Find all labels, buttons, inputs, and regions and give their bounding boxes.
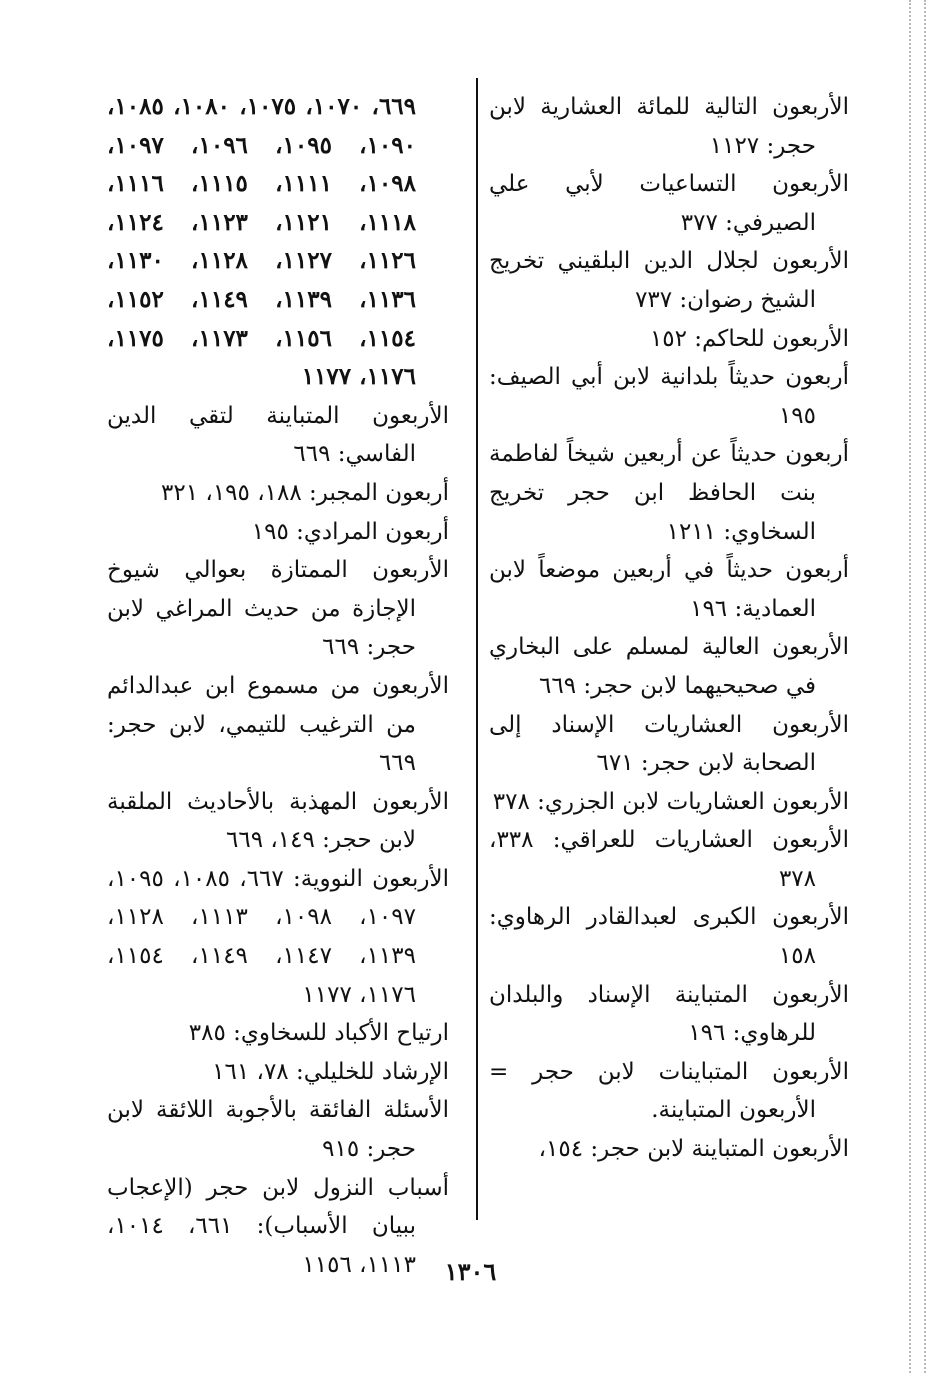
index-entry: أسباب النزول لابن حجر (الإعجاب ببيان الأسباب): ٦٦١، ١٠١٤، ١١١٣، ١١٥٦ [107,1174,449,1278]
index-entry: أربعون حديثاً عن أربعين شيخاً لفاطمة بنت الحافظ ابن حجر تخريج السخاوي: ١٢١١ [489,441,849,545]
page-number: ١٣٠٦ [444,1257,497,1286]
index-entry: أربعون المجبر: ١٨٨، ١٩٥، ٣٢١ [161,479,449,506]
index-entry: الأربعون العالية لمسلم على البخاري في صحيحيهما لابن حجر: ٦٦٩ [489,634,849,699]
continuation-page-numbers: ٦٦٩، ١٠٧٠، ١٠٧٥، ١٠٨٠، ١٠٨٥، ١٠٩٠، ١٠٩٥، ١٠٩٦، ١٠٩٧، ١٠٩٨، ١١١١، ١١١٥، ١١١٦، ١١١٨، ١١٢١، ١١٢٣، ١١٢٤، ١١٢٦، ١١٢٧، ١١٢٨، ١١٣٠، ١١٣٦، ١١٣٩، ١١٤٩، ١١٥٢، ١١٥٤، ١١٥٦، ١١٧٣، ١١٧٥، ١١٧٦، ١١٧٧ [107,93,416,391]
index-entry: الأربعون التساعيات لأبي علي الصيرفي: ٣٧٧ [489,171,849,236]
index-entry: الأربعون العشاريات لابن الجزري: ٣٧٨ [492,788,849,815]
index-entry: الأربعون المتباينة لابن حجر: ١٥٤، [538,1136,849,1163]
right-column [489,88,849,1169]
index-entry: الأسئلة الفائقة بالأجوبة اللائقة لابن حجر: ٩١٥ [107,1097,449,1163]
column-divider [476,78,478,1220]
index-entry: الأربعون التالية للمائة العشارية لابن حجر: ١١٢٧ [489,94,849,159]
index-entry: الأربعون الممتازة بعوالي شيوخ الإجازة من حديث المراغي لابن حجر: ٦٦٩ [107,557,449,661]
index-entry: أربعون المرادي: ١٩٥ [251,518,449,545]
index-entry: الأربعون المتباينات لابن حجر = الأربعون المتباينة. [489,1058,849,1124]
edge-dots-right [909,0,911,1373]
index-entry: الأربعون للحاكم: ١٥٢ [649,325,849,352]
index-entry: أربعون حديثاً في أربعين موضعاً لابن العمادية: ١٩٦ [489,557,849,622]
index-entry: الأربعون المتباينة لتقي الدين الفاسي: ٦٦٩ [107,402,449,468]
index-entry: الإرشاد للخليلي: ٧٨، ١٦١ [212,1058,449,1085]
index-entry: الأربعون لجلال الدين البلقيني تخريج الشيخ رضوان: ٧٣٧ [489,248,849,313]
index-entry: الأربعون العشاريات الإسناد إلى الصحابة لابن حجر: ٦٧١ [489,711,849,777]
edge-dots-right-outer [924,0,926,1373]
index-entry: الأربعون من مسموع ابن عبدالدائم من الترغيب للتيمي، لابن حجر: ٦٦٩ [107,672,449,777]
index-entry: الأربعون المتباينة الإسناد والبلدان للرهاوي: ١٩٦ [489,981,849,1047]
index-entry: الأربعون المهذبة بالأحاديث الملقبة لابن حجر: ١٤٩، ٦٦٩ [107,788,449,854]
index-entry: الأربعون الكبرى لعبدالقادر الرهاوي: ١٥٨ [489,904,849,970]
index-entry: الأربعون النووية: ٦٦٧، ١٠٨٥، ١٠٩٥، ١٠٩٧، ١٠٩٨، ١١١٣، ١١٢٨، ١١٣٩، ١١٤٧، ١١٤٩، ١١٥٤، ١١٧٦، ١١٧٧ [107,865,449,1008]
index-entry: أربعون حديثاً بلدانية لابن أبي الصيف: ١٩٥ [489,364,849,429]
index-entry: الأربعون العشاريات للعراقي: ٣٣٨، ٣٧٨ [489,827,849,892]
left-column [107,88,449,1284]
index-entry: ارتياح الأكباد للسخاوي: ٣٨٥ [188,1020,449,1047]
